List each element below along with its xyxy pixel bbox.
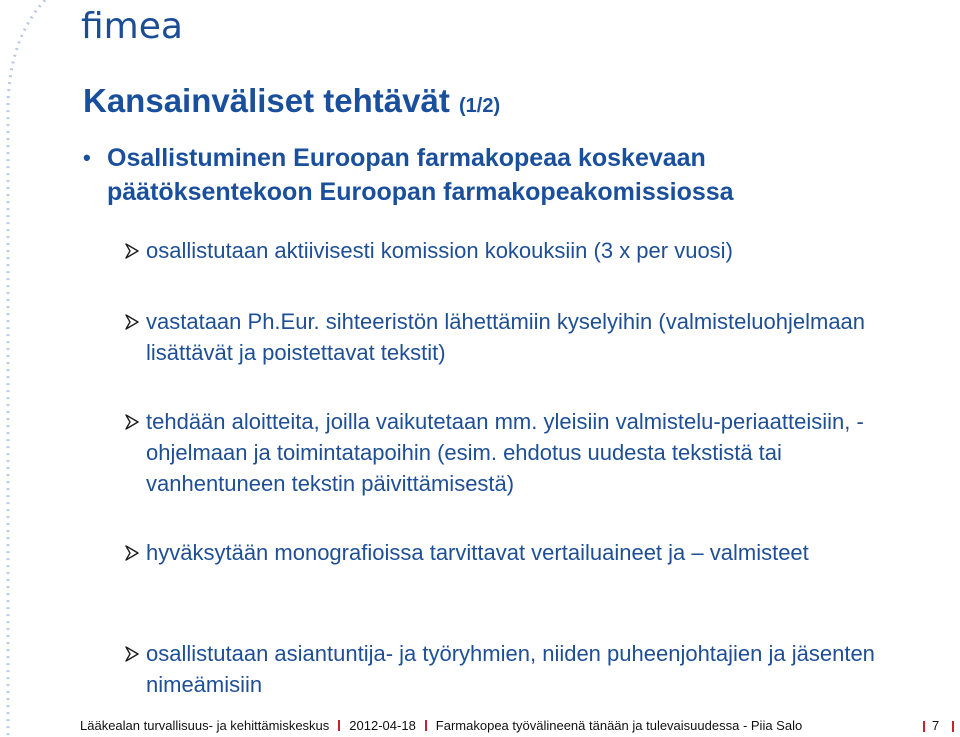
arrowhead-bullet-icon [123,313,141,331]
sub-bullet-text: osallistutaan aktiivisesti komission kokouksiin (3 x per vuosi) [146,238,733,263]
arrowhead-bullet-icon [123,242,141,260]
sub-bullet-text: tehdään aloitteita, joilla vaikutetaan mm. yleisiin valmistelu-periaatteisiin, -ohjelmaan ja toimintatapoihin (esim. ehdotus uudesta tekstistä tai vanhentuneen tekstin päivittämisestä) [146,409,864,496]
slide-footer [80,717,960,735]
arrowhead-bullet-icon [123,645,141,663]
sub-bullet-queries [123,306,913,368]
main-bullet [83,141,903,209]
sub-bullet-text: vastataan Ph.Eur. sihteeristön lähettämiin kyselyihin (valmisteluohjelmaan lisättävät ja poistettavat tekstit) [146,309,866,365]
logo-wordmark: fimea [81,6,183,47]
slide-title-text: Kansainväliset tehtävät [83,82,450,119]
slide-title-suffix: (1/2) [459,95,501,117]
footer-date: 2012-04-18 [349,718,416,733]
footer-separator [923,721,925,732]
sub-bullet-meetings [123,235,913,266]
slide-title [83,81,500,126]
footer-presentation: Farmakopea työvälineenä tänään ja tulevaisuudessa - Piia Salo [435,718,803,733]
arrowhead-bullet-icon [123,413,141,431]
bullet-dot-icon: • [83,145,91,170]
sub-bullet-text: osallistutaan asiantuntija- ja työryhmien, niiden puheenjohtajien ja jäsenten nimeämisiin [146,641,875,697]
fimea-logo-mark [79,2,199,50]
footer-organization: Lääkealan turvallisuus- ja kehittämiskeskus [80,718,330,733]
arrowhead-bullet-icon [123,544,141,562]
sub-bullet-working-groups [123,638,913,700]
sub-bullet-reference-materials [123,537,913,568]
fimea-logo [79,2,199,50]
main-bullet-text: Osallistuminen Euroopan farmakopeaa koskevaan päätöksentekoon Euroopan farmakopeakomissiossa [107,144,734,206]
page-number: 7 [932,718,940,733]
footer-separator [338,720,340,731]
sub-bullet-text: hyväksytään monografioissa tarvittavat vertailuaineet ja – valmisteet [146,540,809,565]
footer-separator [952,721,954,732]
sub-bullet-initiatives [123,406,913,499]
footer-separator [425,720,427,731]
